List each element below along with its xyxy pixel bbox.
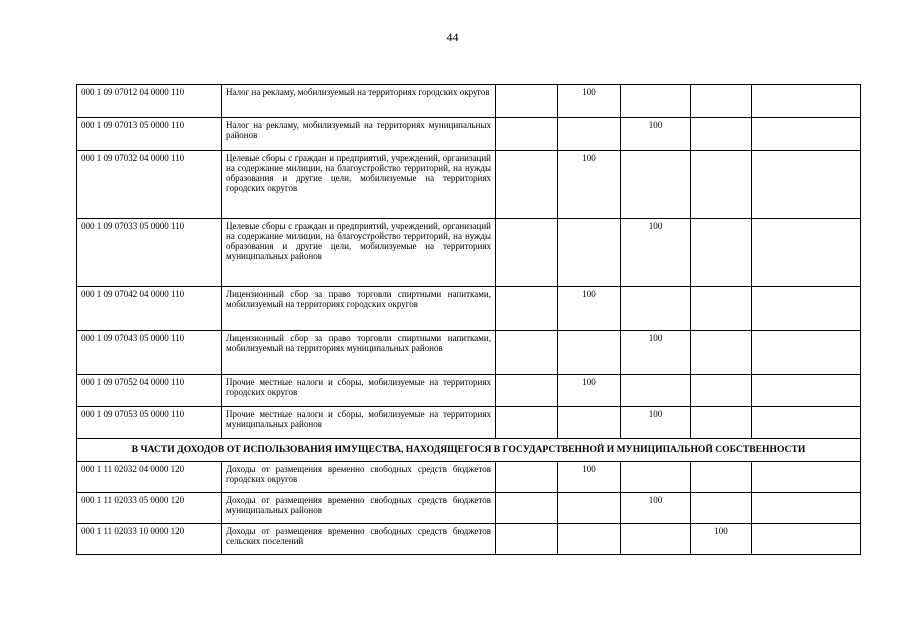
budget-table <box>76 84 861 555</box>
value-col-1 <box>496 331 558 375</box>
value-col-3 <box>621 85 691 118</box>
value-col-2 <box>558 118 621 151</box>
value-col-4 <box>691 493 752 524</box>
value-col-1 <box>496 219 558 287</box>
value-col-1 <box>496 407 558 439</box>
value-col-2 <box>558 219 621 287</box>
value-col-2: 100 <box>558 375 621 407</box>
table-row <box>77 407 861 439</box>
value-col-2: 100 <box>558 287 621 331</box>
table-row <box>77 287 861 331</box>
revenue-name: Налог на рекламу, мобилизуемый на территориях муниципальных районов <box>222 118 496 151</box>
value-col-4 <box>691 462 752 493</box>
value-col-5 <box>752 151 861 219</box>
value-col-5 <box>752 407 861 439</box>
value-col-3: 100 <box>621 118 691 151</box>
table-row <box>77 219 861 287</box>
value-col-1 <box>496 287 558 331</box>
value-col-3: 100 <box>621 219 691 287</box>
value-col-4 <box>691 85 752 118</box>
value-col-2 <box>558 524 621 555</box>
value-col-2: 100 <box>558 151 621 219</box>
revenue-name: Прочие местные налоги и сборы, мобилизуемые на территориях городских округов <box>222 375 496 407</box>
table-row <box>77 493 861 524</box>
revenue-code: 000 1 11 02032 04 0000 120 <box>77 462 222 493</box>
revenue-code: 000 1 09 07043 05 0000 110 <box>77 331 222 375</box>
value-col-4 <box>691 287 752 331</box>
value-col-4 <box>691 219 752 287</box>
value-col-2: 100 <box>558 85 621 118</box>
value-col-4 <box>691 375 752 407</box>
value-col-4: 100 <box>691 524 752 555</box>
value-col-1 <box>496 118 558 151</box>
revenue-code: 000 1 09 07032 04 0000 110 <box>77 151 222 219</box>
revenue-code: 000 1 09 07033 05 0000 110 <box>77 219 222 287</box>
value-col-5 <box>752 462 861 493</box>
revenue-name: Лицензионный сбор за право торговли спиртными напитками, мобилизуемый на территориях муниципальных районов <box>222 331 496 375</box>
page-number: 44 <box>446 30 459 44</box>
value-col-5 <box>752 375 861 407</box>
table-row <box>77 85 861 118</box>
revenue-name: Целевые сборы с граждан и предприятий, учреждений, организаций на содержание милиции, на благоустройство территорий, на нужды образования и другие цели, мобилизуемые на территориях муниципальных районов <box>222 219 496 287</box>
value-col-3 <box>621 151 691 219</box>
table-row <box>77 118 861 151</box>
table-row <box>77 331 861 375</box>
revenue-code: 000 1 11 02033 05 0000 120 <box>77 493 222 524</box>
section-heading-row <box>77 439 861 462</box>
revenue-code: 000 1 09 07042 04 0000 110 <box>77 287 222 331</box>
value-col-5 <box>752 287 861 331</box>
table-row <box>77 462 861 493</box>
revenue-code: 000 1 09 07052 04 0000 110 <box>77 375 222 407</box>
value-col-4 <box>691 118 752 151</box>
value-col-1 <box>496 85 558 118</box>
value-col-2: 100 <box>558 462 621 493</box>
value-col-2 <box>558 407 621 439</box>
table-row <box>77 375 861 407</box>
table-row <box>77 151 861 219</box>
table-row <box>77 524 861 555</box>
value-col-4 <box>691 407 752 439</box>
value-col-3: 100 <box>621 331 691 375</box>
value-col-1 <box>496 375 558 407</box>
value-col-2 <box>558 331 621 375</box>
value-col-5 <box>752 524 861 555</box>
revenue-name: Налог на рекламу, мобилизуемый на территориях городских округов <box>222 85 496 118</box>
section-heading: В ЧАСТИ ДОХОДОВ ОТ ИСПОЛЬЗОВАНИЯ ИМУЩЕСТВА, НАХОДЯЩЕГОСЯ В ГОСУДАРСТВЕННОЙ И МУНИЦИПАЛЬНОЙ СОБСТВЕННОСТИ <box>77 439 861 462</box>
value-col-1 <box>496 462 558 493</box>
revenue-name: Целевые сборы с граждан и предприятий, учреждений, организаций на содержание милиции, на благоустройство территорий, на нужды образования и другие цели, мобилизуемые на территориях городских округов <box>222 151 496 219</box>
revenue-code: 000 1 11 02033 10 0000 120 <box>77 524 222 555</box>
value-col-5 <box>752 85 861 118</box>
value-col-1 <box>496 493 558 524</box>
value-col-5 <box>752 331 861 375</box>
value-col-5 <box>752 219 861 287</box>
value-col-4 <box>691 151 752 219</box>
value-col-3: 100 <box>621 407 691 439</box>
revenue-code: 000 1 09 07053 05 0000 110 <box>77 407 222 439</box>
revenue-name: Доходы от размещения временно свободных средств бюджетов сельских поселений <box>222 524 496 555</box>
revenue-name: Лицензионный сбор за право торговли спиртными напитками, мобилизуемый на территориях городских округов <box>222 287 496 331</box>
value-col-2 <box>558 493 621 524</box>
value-col-3: 100 <box>621 493 691 524</box>
value-col-5 <box>752 493 861 524</box>
value-col-4 <box>691 331 752 375</box>
value-col-3 <box>621 287 691 331</box>
value-col-3 <box>621 462 691 493</box>
value-col-1 <box>496 151 558 219</box>
revenue-name: Доходы от размещения временно свободных средств бюджетов городских округов <box>222 462 496 493</box>
revenue-code: 000 1 09 07013 05 0000 110 <box>77 118 222 151</box>
value-col-3 <box>621 524 691 555</box>
revenue-name: Доходы от размещения временно свободных средств бюджетов муниципальных районов <box>222 493 496 524</box>
value-col-3 <box>621 375 691 407</box>
revenue-code: 000 1 09 07012 04 0000 110 <box>77 85 222 118</box>
revenue-name: Прочие местные налоги и сборы, мобилизуемые на территориях муниципальных районов <box>222 407 496 439</box>
value-col-1 <box>496 524 558 555</box>
value-col-5 <box>752 118 861 151</box>
